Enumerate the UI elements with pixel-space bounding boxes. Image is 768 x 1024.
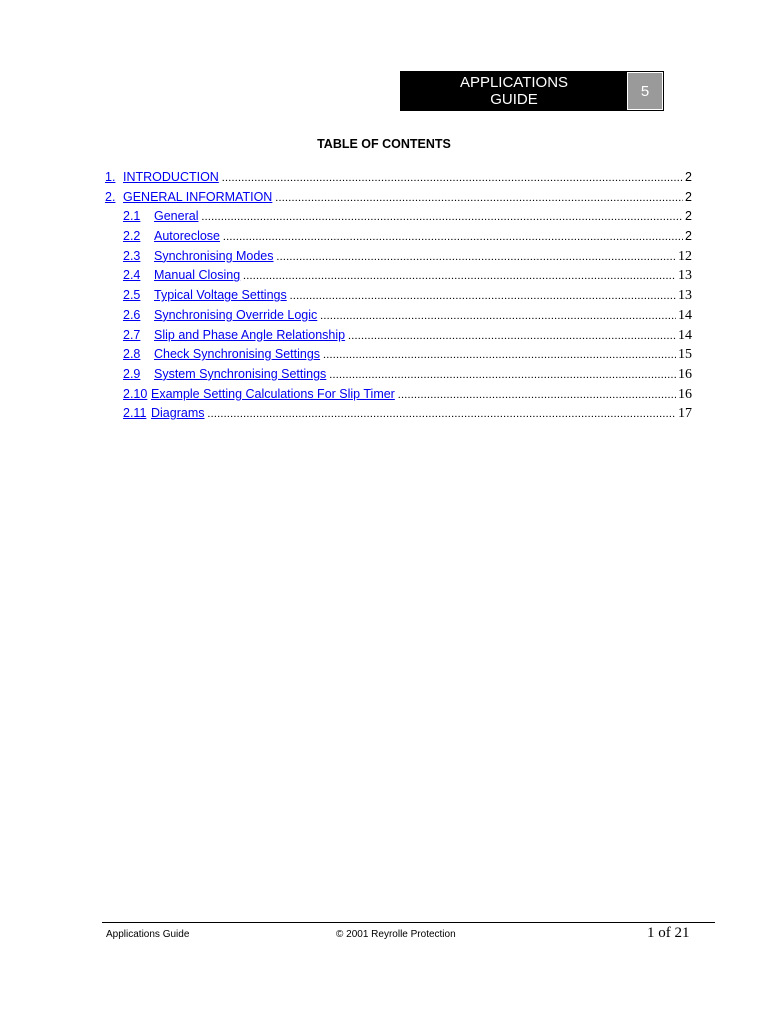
dot-leader (329, 369, 676, 381)
toc-entry-page: 16 (678, 386, 692, 402)
toc-entry-system-synchronising-settings[interactable] (105, 367, 692, 387)
header-title (401, 72, 627, 110)
dot-leader (208, 408, 677, 420)
toc-entry-page: 12 (678, 248, 692, 264)
toc-entry-title[interactable]: Diagrams (151, 406, 205, 421)
toc-entry-page: 14 (678, 307, 692, 323)
table-of-contents (105, 170, 692, 426)
toc-entry-title[interactable]: Autoreclose (154, 229, 221, 244)
toc-entry-title[interactable]: GENERAL INFORMATION (123, 189, 273, 204)
toc-entry-title[interactable]: Example Setting Calculations For Slip Timer (151, 386, 395, 401)
header-title-line1: APPLICATIONS (459, 74, 569, 91)
toc-entry-page: 17 (678, 406, 692, 422)
toc-entry-slip-phase-angle[interactable] (105, 328, 692, 348)
dot-leader (275, 192, 683, 204)
toc-entry-number[interactable]: 2.8 (123, 347, 141, 362)
toc-entry-page: 13 (678, 268, 692, 284)
toc-entry-title[interactable]: Typical Voltage Settings (154, 288, 287, 303)
toc-entry-page: 15 (678, 347, 692, 363)
toc-entry-autoreclose[interactable] (105, 229, 692, 249)
toc-entry-number[interactable]: 2.10 (123, 386, 148, 401)
toc-entry-synchronising-override-logic[interactable] (105, 308, 692, 328)
dot-leader (223, 231, 683, 243)
toc-entry-number[interactable]: 2.9 (123, 366, 141, 381)
toc-entry-page: 2 (685, 209, 692, 224)
toc-entry-number[interactable]: 2.6 (123, 307, 141, 322)
header-title-line2: GUIDE (490, 91, 538, 108)
toc-entry-manual-closing[interactable] (105, 268, 692, 288)
toc-entry-title[interactable]: System Synchronising Settings (154, 366, 327, 381)
dot-leader (290, 290, 676, 302)
toc-entry-title[interactable]: Manual Closing (154, 268, 241, 283)
footer-copyright: © 2001 Reyrolle Protection (336, 929, 456, 940)
toc-entry-title[interactable]: Check Synchronising Settings (154, 347, 321, 362)
dot-leader (398, 389, 676, 401)
toc-entry-number[interactable]: 2.7 (123, 327, 141, 342)
dot-leader (277, 251, 676, 263)
toc-entry-general-information[interactable] (105, 190, 692, 210)
toc-entry-general[interactable] (105, 209, 692, 229)
toc-entry-page: 2 (685, 189, 692, 204)
toc-entry-introduction[interactable] (105, 170, 692, 190)
footer-divider (102, 922, 715, 923)
toc-entry-number[interactable]: 2.3 (123, 248, 141, 263)
toc-entry-page: 14 (678, 327, 692, 343)
toc-heading: TABLE OF CONTENTS (317, 137, 451, 151)
toc-entry-number[interactable]: 2.1 (123, 209, 141, 224)
toc-entry-title[interactable]: Slip and Phase Angle Relationship (154, 327, 346, 342)
footer-document-title: Applications Guide (106, 929, 190, 940)
toc-entry-page: 2 (685, 170, 692, 184)
toc-entry-title[interactable]: Synchronising Modes (154, 248, 274, 263)
toc-entry-check-synchronising-settings[interactable] (105, 347, 692, 367)
dot-leader (222, 172, 683, 184)
toc-entry-title[interactable]: INTRODUCTION (123, 170, 219, 184)
toc-entry-number[interactable]: 2.11 (123, 406, 147, 421)
toc-entry-example-setting-calculations[interactable] (105, 387, 692, 407)
toc-entry-page: 13 (678, 288, 692, 304)
dot-leader (243, 270, 676, 282)
footer-page-number: 1 of 21 (647, 925, 690, 941)
toc-entry-number[interactable]: 2. (105, 189, 116, 204)
toc-entry-title[interactable]: Synchronising Override Logic (154, 307, 318, 322)
section-number: 5 (628, 73, 662, 109)
toc-entry-title[interactable]: General (154, 209, 199, 224)
dot-leader (323, 349, 676, 361)
toc-entry-diagrams[interactable] (105, 406, 692, 426)
dot-leader (201, 211, 683, 223)
toc-entry-number[interactable]: 2.5 (123, 288, 141, 303)
toc-entry-typical-voltage-settings[interactable] (105, 288, 692, 308)
toc-entry-page: 16 (678, 366, 692, 382)
dot-leader (320, 310, 676, 322)
toc-entry-number[interactable]: 2.4 (123, 268, 141, 283)
toc-entry-page: 2 (685, 229, 692, 244)
dot-leader (348, 330, 676, 342)
guide-header (400, 71, 664, 111)
toc-entry-number[interactable]: 2.2 (123, 229, 141, 244)
toc-entry-synchronising-modes[interactable] (105, 249, 692, 269)
toc-entry-number[interactable]: 1. (105, 170, 116, 184)
